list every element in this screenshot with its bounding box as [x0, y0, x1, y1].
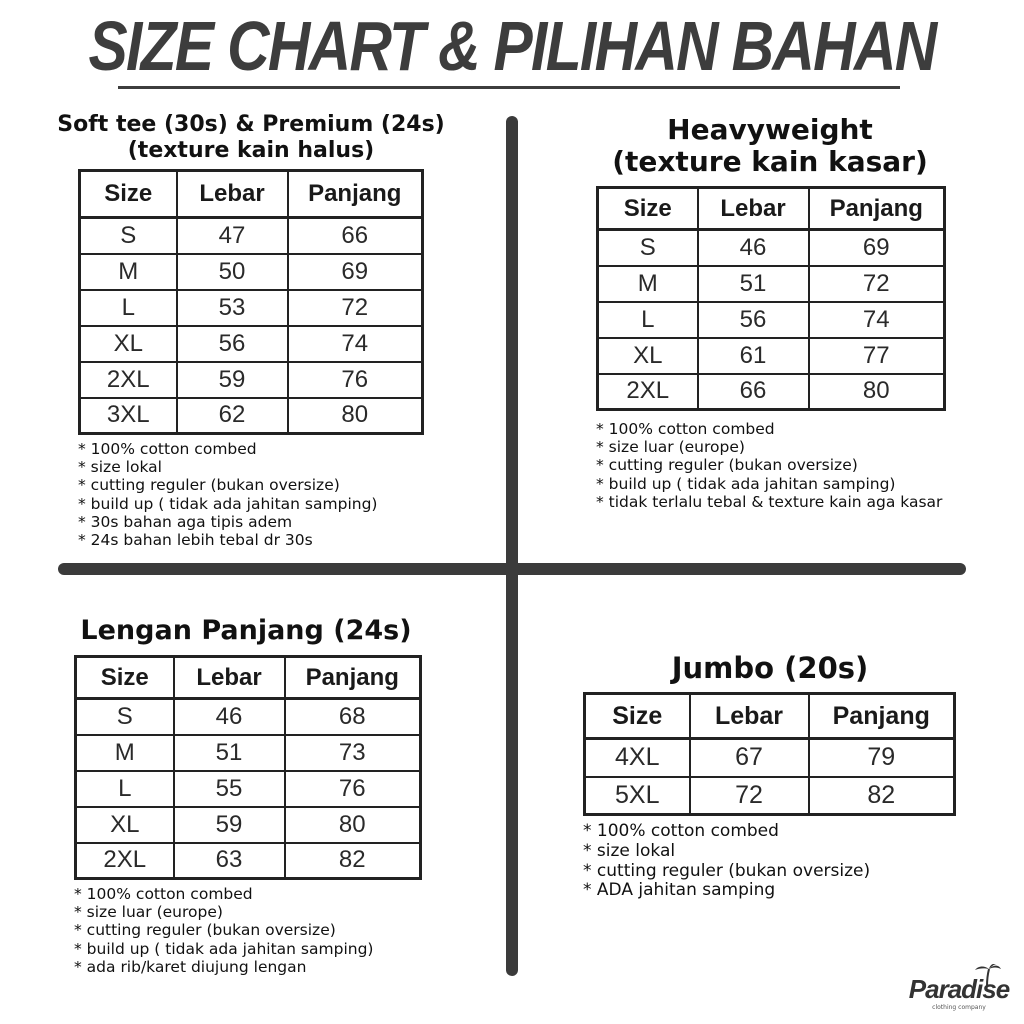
panjang-cell: 72 — [288, 290, 423, 326]
note-item: * 100% cotton combed — [583, 821, 779, 841]
panjang-cell: 74 — [288, 326, 423, 362]
note-item: * size lokal — [583, 840, 676, 861]
note-item: * 24s bahan lebih tebal dr 30s — [78, 531, 313, 550]
lebar-cell: 61 — [698, 338, 809, 374]
panjang-cell: 82 — [809, 777, 955, 815]
title-underline — [118, 86, 900, 89]
size-cell: 2XL — [76, 843, 174, 879]
size-cell: L — [598, 302, 698, 338]
col-header-panjang: Panjang — [809, 188, 945, 230]
note-item: * cutting reguler (bukan oversize) — [78, 476, 340, 495]
lebar-cell: 67 — [690, 739, 809, 777]
size-cell: 2XL — [598, 374, 698, 410]
panjang-cell: 76 — [288, 362, 423, 398]
table-row — [76, 771, 421, 807]
table-header-row — [76, 657, 421, 699]
col-header-lebar: Lebar — [698, 188, 809, 230]
table-header-row — [585, 694, 955, 739]
lebar-cell: 50 — [177, 254, 288, 290]
note-item: * build up ( tidak ada jahitan samping) — [78, 494, 378, 513]
table-row — [80, 398, 423, 434]
col-header-size: Size — [598, 188, 698, 230]
table-row — [598, 302, 945, 338]
col-header-size: Size — [80, 171, 177, 218]
panjang-cell: 69 — [288, 254, 423, 290]
note-item: * 100% cotton combed — [596, 420, 775, 438]
soft-tee-heading-line-1: Soft tee (30s) & Premium (24s) — [57, 112, 445, 137]
panjang-cell: 74 — [809, 302, 945, 338]
jumbo-size-table — [583, 692, 956, 816]
lengan-panjang-notes — [74, 885, 494, 976]
col-header-lebar: Lebar — [174, 657, 285, 699]
table-row — [598, 374, 945, 410]
note-item: * build up ( tidak ada jahitan samping) — [74, 939, 374, 958]
size-cell: S — [76, 699, 174, 735]
vertical-divider — [506, 116, 518, 976]
col-header-lebar: Lebar — [177, 171, 288, 218]
panjang-cell: 68 — [285, 699, 421, 735]
lebar-cell: 66 — [698, 374, 809, 410]
panjang-cell: 69 — [809, 230, 945, 266]
lebar-cell: 63 — [174, 843, 285, 879]
panjang-cell: 80 — [809, 374, 945, 410]
lebar-cell: 46 — [698, 230, 809, 266]
lengan-panjang-heading-line-1: Lengan Panjang (24s) — [80, 615, 412, 646]
col-header-panjang: Panjang — [288, 171, 423, 218]
heavyweight-notes — [596, 420, 1016, 511]
col-header-lebar: Lebar — [690, 694, 809, 739]
table-row — [80, 254, 423, 290]
panjang-cell: 77 — [809, 338, 945, 374]
panjang-cell: 80 — [285, 807, 421, 843]
lebar-cell: 51 — [698, 266, 809, 302]
lebar-cell: 62 — [177, 398, 288, 434]
lebar-cell: 72 — [690, 777, 809, 815]
note-item: * build up ( tidak ada jahitan samping) — [596, 474, 896, 493]
lebar-cell: 47 — [177, 218, 288, 254]
table-header-row — [80, 171, 423, 218]
lebar-cell: 56 — [698, 302, 809, 338]
note-item: * 100% cotton combed — [78, 440, 257, 458]
col-header-panjang: Panjang — [285, 657, 421, 699]
table-row — [598, 230, 945, 266]
col-header-size: Size — [585, 694, 690, 739]
heavyweight-heading-line-1: Heavyweight — [667, 113, 873, 146]
lengan-panjang-heading — [40, 614, 452, 648]
table-row — [585, 777, 955, 815]
size-cell: M — [76, 735, 174, 771]
size-cell: L — [76, 771, 174, 807]
jumbo-notes — [583, 822, 1003, 901]
soft-tee-notes — [78, 440, 498, 549]
page-title: SIZE CHART & PILIHAN BAHAN — [88, 7, 936, 85]
table-row — [80, 218, 423, 254]
brand-name: Paradise — [908, 974, 1010, 1004]
size-cell: S — [598, 230, 698, 266]
panjang-cell: 72 — [809, 266, 945, 302]
note-item: * tidak terlalu tebal & texture kain aga kasar — [596, 492, 943, 511]
size-cell: 2XL — [80, 362, 177, 398]
soft-tee-size-table — [78, 169, 424, 435]
table-row — [80, 326, 423, 362]
table-row — [76, 699, 421, 735]
heavyweight-heading-line-2: (texture kain kasar) — [612, 145, 928, 178]
size-cell: XL — [598, 338, 698, 374]
size-cell: M — [80, 254, 177, 290]
lebar-cell: 53 — [177, 290, 288, 326]
lebar-cell: 51 — [174, 735, 285, 771]
lengan-panjang-size-table — [74, 655, 422, 880]
jumbo-heading — [560, 650, 980, 686]
heavyweight-heading — [560, 114, 980, 178]
lebar-cell: 46 — [174, 699, 285, 735]
brand-logo — [906, 970, 1012, 1014]
horizontal-divider — [58, 563, 966, 575]
note-item: * 30s bahan aga tipis adem — [78, 512, 293, 531]
table-row — [76, 843, 421, 879]
table-header-row — [598, 188, 945, 230]
panjang-cell: 79 — [809, 739, 955, 777]
note-item: * ada rib/karet diujung lengan — [74, 957, 307, 976]
table-row — [598, 338, 945, 374]
size-cell: XL — [76, 807, 174, 843]
table-row — [76, 807, 421, 843]
lebar-cell: 56 — [177, 326, 288, 362]
panjang-cell: 66 — [288, 218, 423, 254]
size-cell: L — [80, 290, 177, 326]
col-header-panjang: Panjang — [809, 694, 955, 739]
size-cell: 3XL — [80, 398, 177, 434]
lebar-cell: 55 — [174, 771, 285, 807]
soft-tee-heading-line-2: (texture kain halus) — [127, 138, 375, 163]
size-cell: 5XL — [585, 777, 690, 815]
note-item: * size luar (europe) — [74, 903, 223, 922]
note-item: * 100% cotton combed — [74, 885, 253, 903]
note-item: * cutting reguler (bukan oversize) — [596, 456, 858, 475]
table-row — [76, 735, 421, 771]
note-item: * size lokal — [78, 458, 162, 477]
note-item: * cutting reguler (bukan oversize) — [583, 860, 871, 881]
heavyweight-size-table — [596, 186, 946, 411]
table-row — [585, 739, 955, 777]
panjang-cell: 73 — [285, 735, 421, 771]
col-header-size: Size — [76, 657, 174, 699]
table-row — [598, 266, 945, 302]
size-cell: 4XL — [585, 739, 690, 777]
jumbo-heading-line-1: Jumbo (20s) — [671, 651, 869, 685]
brand-tagline: clothing company — [932, 1004, 986, 1011]
lebar-cell: 59 — [174, 807, 285, 843]
panjang-cell: 82 — [285, 843, 421, 879]
note-item: * cutting reguler (bukan oversize) — [74, 921, 336, 940]
table-row — [80, 362, 423, 398]
note-item: * ADA jahitan samping — [583, 880, 776, 901]
size-cell: S — [80, 218, 177, 254]
size-cell: M — [598, 266, 698, 302]
lebar-cell: 59 — [177, 362, 288, 398]
note-item: * size luar (europe) — [596, 438, 745, 457]
panjang-cell: 80 — [288, 398, 423, 434]
table-row — [80, 290, 423, 326]
soft-tee-heading — [40, 112, 462, 164]
panjang-cell: 76 — [285, 771, 421, 807]
size-cell: XL — [80, 326, 177, 362]
